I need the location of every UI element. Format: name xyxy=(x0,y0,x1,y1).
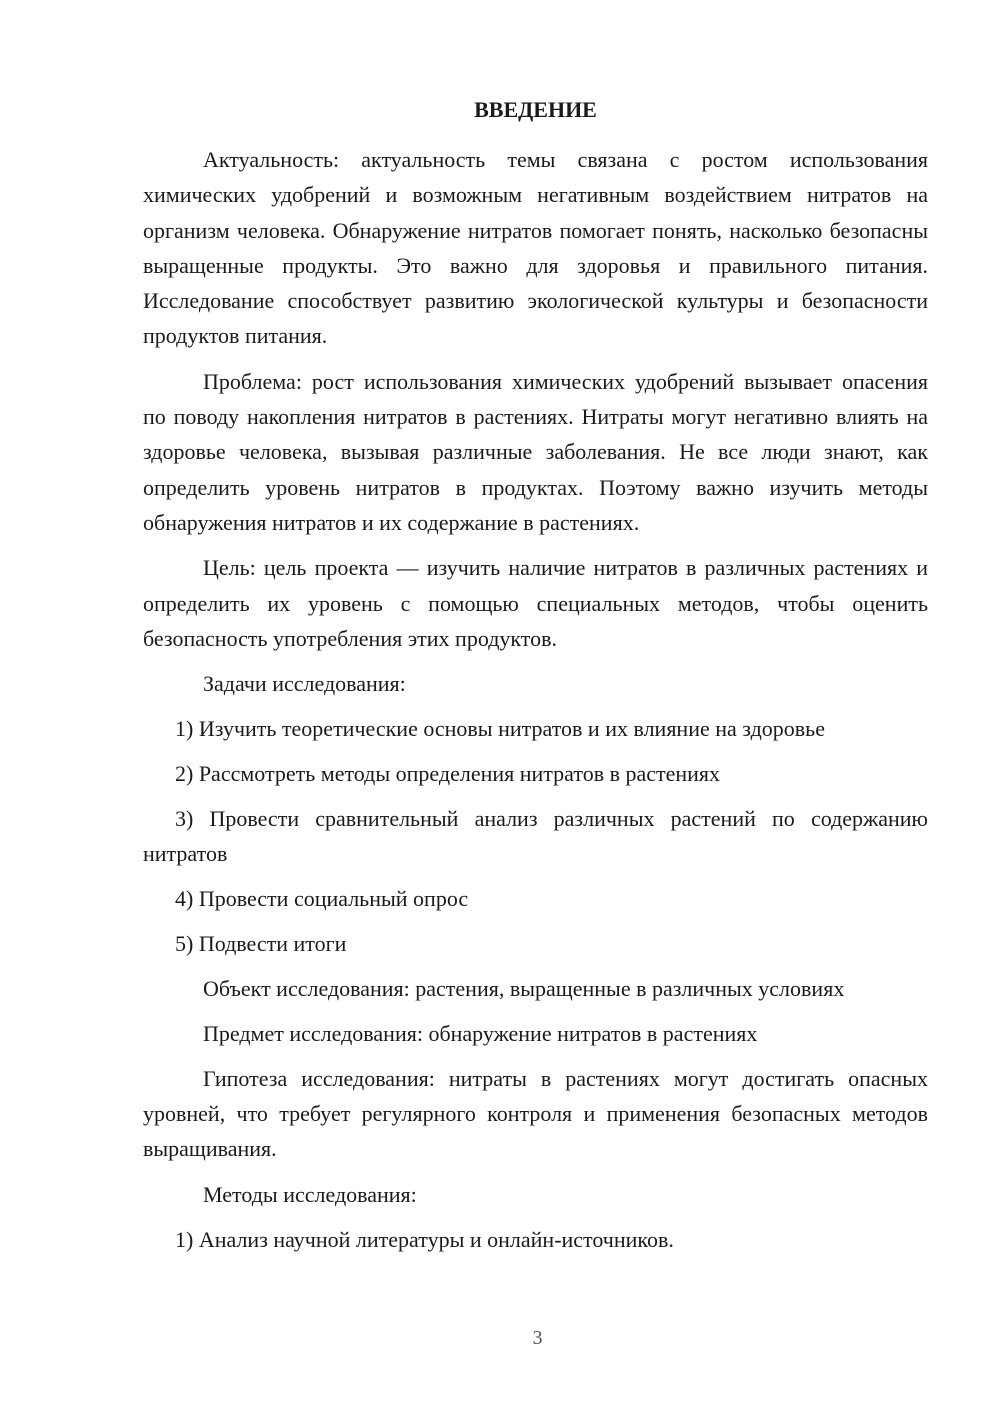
goal-paragraph: Цель: цель проекта — изучить наличие нитратов в различных растениях и определить их уровень с помощью специальных методов, чтобы оценить безопасность употребления этих продуктов. xyxy=(143,555,928,651)
research-object: Объект исследования: растения, выращенные в различных условиях xyxy=(203,975,845,1001)
task-item: 2) Рассмотреть методы определения нитратов в растениях xyxy=(175,761,721,787)
page-content xyxy=(143,92,928,1267)
task-item: 1) Изучить теоретические основы нитратов и их влияние на здоровье xyxy=(175,716,825,742)
method-item: 1) Анализ научной литературы и онлайн-источников. xyxy=(175,1226,674,1252)
page-number: 3 xyxy=(532,1327,543,1349)
research-subject: Предмет исследования: обнаружение нитратов в растениях xyxy=(203,1020,758,1046)
task-item: 5) Подвести итоги xyxy=(175,930,347,956)
hypothesis-paragraph: Гипотеза исследования: нитраты в растениях могут достигать опасных уровней, что требует регулярного контроля и применения безопасных методов выращивания. xyxy=(143,1065,928,1162)
relevance-paragraph: Актуальность: актуальность темы связана с ростом использования химических удобрений и возможным негативным воздействием нитратов на организм человека. Обнаружение нитратов помогает понять, насколько безопасны выращенные продукты. Это важно для здоровья и правильного питания. Исследование способствует развитию экологической культуры и безопасности продуктов питания. xyxy=(143,147,928,349)
methods-heading: Методы исследования: xyxy=(203,1181,417,1207)
tasks-heading: Задачи исследования: xyxy=(203,671,406,697)
page-title: ВВЕДЕНИЕ xyxy=(474,97,597,122)
task-item: 3) Провести сравнительный анализ различных растений по содержанию нитратов xyxy=(143,806,928,867)
task-item: 4) Провести социальный опрос xyxy=(175,885,469,911)
problem-paragraph: Проблема: рост использования химических удобрений вызывает опасения по поводу накопления нитратов в растениях. Нитраты могут негативно влиять на здоровье человека, вызывая различные заболевания. Не все люди знают, как определить уровень нитратов в продуктах. Поэтому важно изучить методы обнаружения нитратов и их содержание в растениях. xyxy=(143,368,928,535)
